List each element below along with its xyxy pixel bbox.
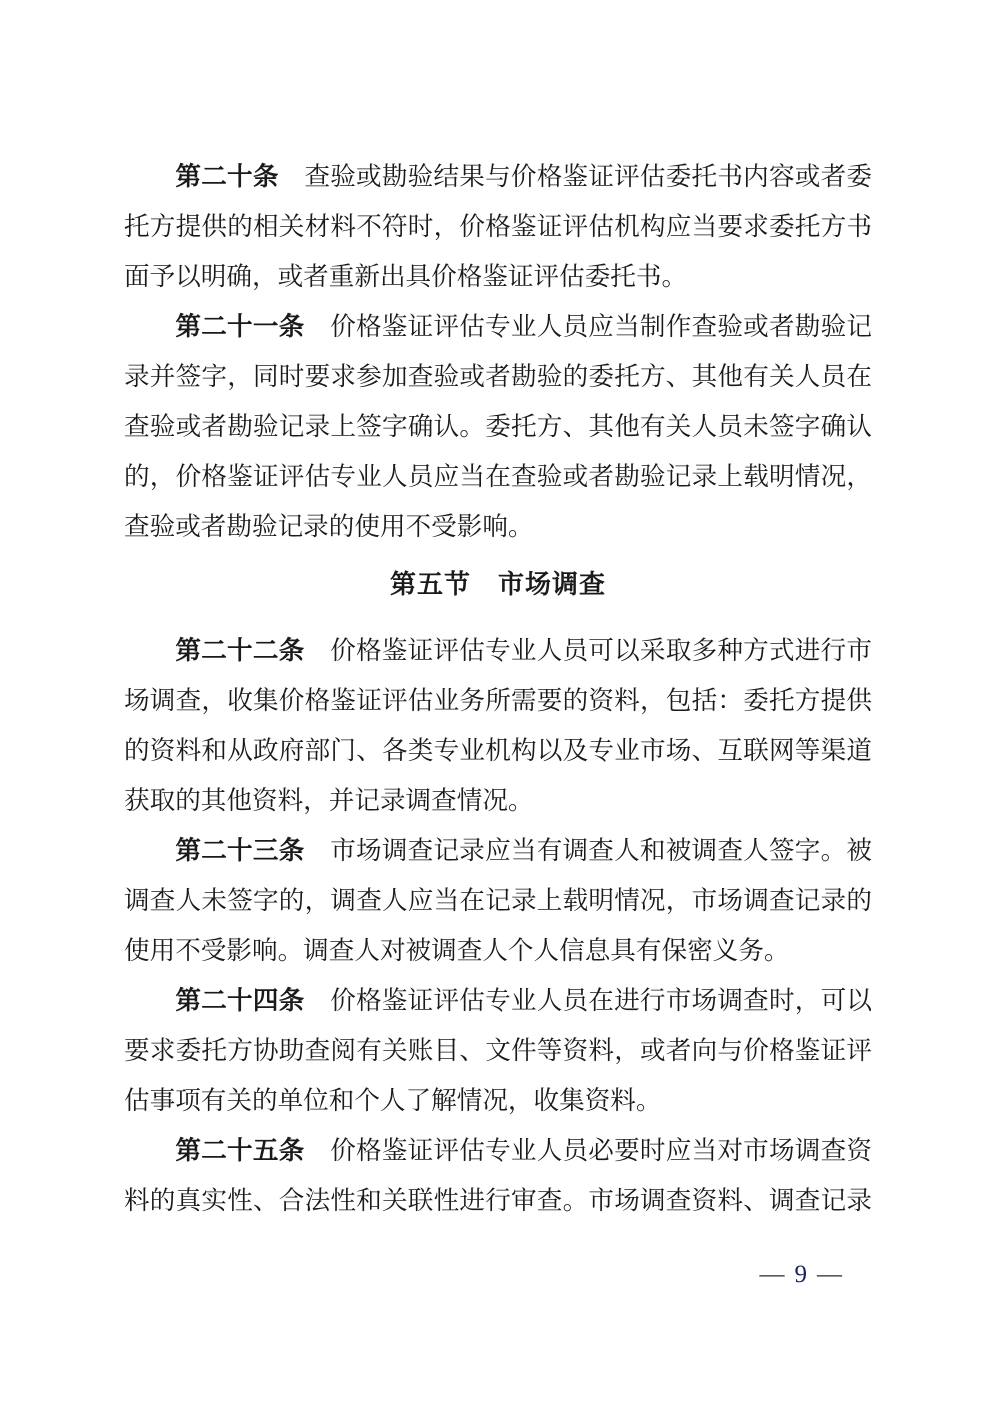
article-24-paragraph <box>124 976 872 1126</box>
article-21-paragraph <box>124 302 872 552</box>
body-line: 估事项有关的单位和个人了解情况，收集资料。 <box>124 1086 662 1115</box>
article-number: 第二十条 <box>175 162 279 191</box>
body-line: 查验或者勘验记录上签字确认。委托方、其他有关人员未签字确认 <box>124 412 872 441</box>
body-text: 查验或勘验结果与价格鉴证评估委托书内容或者委 <box>304 162 872 191</box>
body-line: 查验或者勘验记录的使用不受影响。 <box>124 512 534 541</box>
body-line <box>124 826 872 876</box>
page-content <box>124 152 872 1226</box>
body-line <box>124 1126 872 1176</box>
page-number-left-dash: — <box>759 1261 785 1288</box>
body-line: 托方提供的相关材料不符时，价格鉴证评估机构应当要求委托方书 <box>124 212 872 241</box>
article-number: 第二十一条 <box>175 312 305 341</box>
body-text: 价格鉴证评估专业人员可以采取多种方式进行市 <box>330 636 872 665</box>
page-number-right-dash: — <box>817 1261 842 1288</box>
body-text: 市场调查记录应当有调查人和被调查人签字。被 <box>330 836 872 865</box>
article-20-paragraph <box>124 152 872 302</box>
body-line <box>124 302 872 352</box>
article-25-paragraph <box>124 1126 872 1226</box>
article-number: 第二十四条 <box>175 986 305 1015</box>
body-text: 价格鉴证评估专业人员应当制作查验或者勘验记 <box>330 312 872 341</box>
body-line: 录并签字，同时要求参加查验或者勘验的委托方、其他有关人员在 <box>124 362 872 391</box>
section-heading: 第五节 市场调查 <box>389 570 606 599</box>
body-line: 调查人未签字的，调查人应当在记录上载明情况，市场调查记录的 <box>124 886 872 915</box>
body-text: 价格鉴证评估专业人员在进行市场调查时，可以 <box>330 986 872 1015</box>
page-number-value: 9 <box>794 1261 807 1288</box>
body-line: 的，价格鉴证评估专业人员应当在查验或者勘验记录上载明情况， <box>124 462 872 491</box>
article-number: 第二十三条 <box>175 836 305 865</box>
body-line: 的资料和从政府部门、各类专业机构以及专业市场、互联网等渠道 <box>124 736 872 765</box>
page-number <box>760 1258 843 1292</box>
article-22-paragraph <box>124 626 872 826</box>
body-line: 使用不受影响。调查人对被调查人个人信息具有保密义务。 <box>124 936 790 965</box>
body-line: 料的真实性、合法性和关联性进行审查。市场调查资料、调查记录 <box>124 1186 872 1215</box>
body-line: 场调查，收集价格鉴证评估业务所需要的资料，包括：委托方提供 <box>124 686 872 715</box>
body-line: 要求委托方协助查阅有关账目、文件等资料，或者向与价格鉴证评 <box>124 1036 872 1065</box>
body-line <box>124 626 872 676</box>
article-number: 第二十五条 <box>175 1136 305 1165</box>
article-number: 第二十二条 <box>175 636 305 665</box>
body-line <box>124 976 872 1026</box>
body-line: 面予以明确，或者重新出具价格鉴证评估委托书。 <box>124 262 688 291</box>
body-line <box>124 152 872 202</box>
body-text: 价格鉴证评估专业人员必要时应当对市场调查资 <box>330 1136 872 1165</box>
body-line: 获取的其他资料，并记录调查情况。 <box>124 786 534 815</box>
article-23-paragraph <box>124 826 872 976</box>
